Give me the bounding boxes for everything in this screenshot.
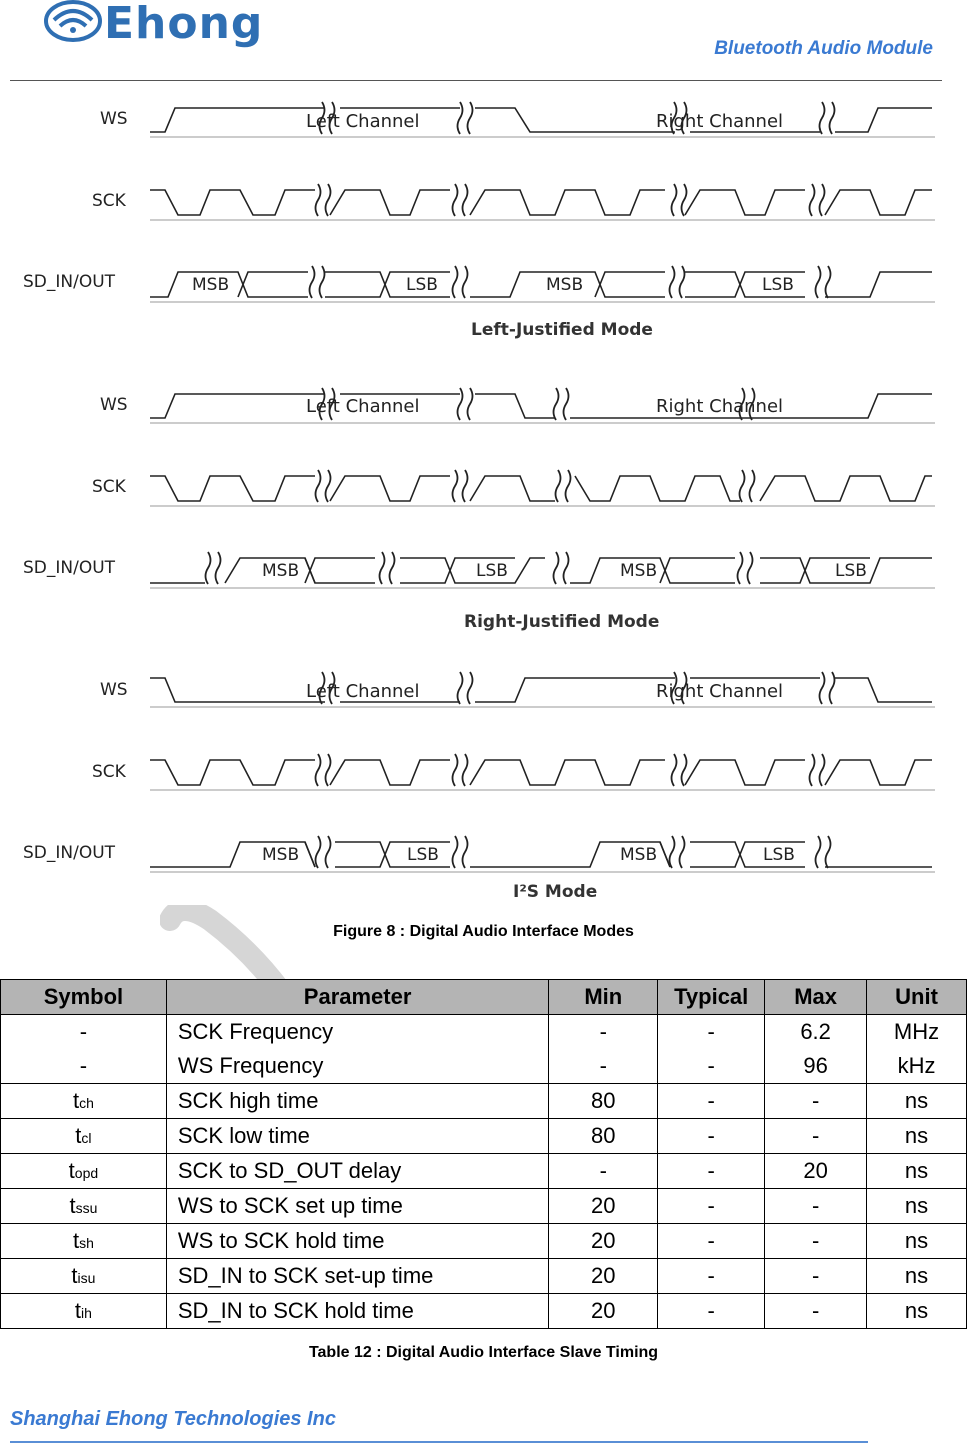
col-max: Max: [765, 980, 867, 1015]
unit-cell: ns: [867, 1224, 967, 1259]
sd-label: SD_IN/OUT: [23, 272, 116, 292]
unit-cell: ns: [867, 1294, 967, 1329]
msb-label: MSB: [262, 845, 300, 865]
table-row: [1, 1224, 967, 1259]
max-cell: -: [765, 1084, 867, 1119]
min-cell: 80: [549, 1119, 658, 1154]
unit-cell: ns: [867, 1119, 967, 1154]
unit-cell: ns: [867, 1189, 967, 1224]
lsb-label: LSB: [762, 275, 794, 295]
symbol-cell: tcl: [1, 1119, 167, 1154]
typical-cell: -: [658, 1259, 765, 1294]
table-caption: Table 12 : Digital Audio Interface Slave Timing: [308, 1344, 659, 1361]
typical-cell: -: [658, 1119, 765, 1154]
msb-label: MSB: [620, 845, 658, 865]
min-cell: 20: [549, 1224, 658, 1259]
parameter-cell: SD_IN to SCK set-up time: [166, 1259, 549, 1294]
lsb-label: LSB: [406, 275, 438, 295]
max-cell: -: [765, 1189, 867, 1224]
footer-company: Shanghai Ehong Technologies Inc: [10, 1408, 336, 1430]
symbol-cell: topd: [1, 1154, 167, 1189]
min-cell: - -: [549, 1015, 658, 1084]
min-cell: 20: [549, 1294, 658, 1329]
table-row: [1, 1259, 967, 1294]
msb-label: MSB: [262, 561, 300, 581]
sd-label: SD_IN/OUT: [23, 558, 116, 578]
table-row: [1, 1154, 967, 1189]
header-subtitle: Bluetooth Audio Module: [714, 38, 933, 59]
parameter-cell: SD_IN to SCK hold time: [166, 1294, 549, 1329]
ws-label: WS: [100, 109, 128, 129]
sd-label: SD_IN/OUT: [23, 843, 116, 863]
table-row: [1, 1119, 967, 1154]
sck-label: SCK: [92, 191, 126, 211]
sck-label: SCK: [92, 762, 126, 782]
right-channel-label: Right Channel: [656, 111, 784, 132]
symbol-cell: - -: [1, 1015, 167, 1084]
symbol-cell: tssu: [1, 1189, 167, 1224]
typical-cell: - -: [658, 1015, 765, 1084]
parameter-cell: WS to SCK hold time: [166, 1224, 549, 1259]
symbol-cell: tsh: [1, 1224, 167, 1259]
parameter-cell: SCK to SD_OUT delay: [166, 1154, 549, 1189]
msb-label: MSB: [192, 275, 230, 295]
lsb-label: LSB: [835, 561, 867, 581]
lsb-label: LSB: [476, 561, 508, 581]
timing-diagram: [0, 90, 967, 910]
max-cell: 6.2 96: [765, 1015, 867, 1084]
typical-cell: -: [658, 1084, 765, 1119]
min-cell: 20: [549, 1189, 658, 1224]
col-min: Min: [549, 980, 658, 1015]
left-channel-label: Left Channel: [306, 396, 420, 417]
table-header-row: [1, 980, 967, 1015]
msb-label: MSB: [546, 275, 584, 295]
parameter-cell: SCK Frequency WS Frequency: [166, 1015, 549, 1084]
right-channel-label: Right Channel: [656, 681, 784, 702]
header-divider: [10, 80, 942, 81]
figure-caption: Figure 8 : Digital Audio Interface Modes: [333, 923, 634, 940]
mode-title: Right-Justified Mode: [464, 612, 660, 632]
parameter-cell: SCK high time: [166, 1084, 549, 1119]
col-unit: Unit: [867, 980, 967, 1015]
unit-cell: ns: [867, 1154, 967, 1189]
brand-name: Ehong: [104, 0, 264, 49]
ws-label: WS: [100, 680, 128, 700]
symbol-cell: tisu: [1, 1259, 167, 1294]
col-typical: Typical: [658, 980, 765, 1015]
right-channel-label: Right Channel: [656, 396, 784, 417]
parameter-cell: WS to SCK set up time: [166, 1189, 549, 1224]
msb-label: MSB: [620, 561, 658, 581]
left-channel-label: Left Channel: [306, 111, 420, 132]
parameter-cell: SCK low time: [166, 1119, 549, 1154]
ehong-logo-icon: [44, 0, 102, 42]
unit-cell: ns: [867, 1259, 967, 1294]
ws-label: WS: [100, 395, 128, 415]
table-row: [1, 1294, 967, 1329]
mode-title: I²S Mode: [513, 882, 598, 902]
timing-table: [0, 979, 967, 1329]
footer-divider: [10, 1441, 868, 1443]
table-row: [1, 1084, 967, 1119]
symbol-cell: tch: [1, 1084, 167, 1119]
col-symbol: Symbol: [1, 980, 167, 1015]
max-cell: -: [765, 1259, 867, 1294]
col-parameter: Parameter: [166, 980, 549, 1015]
max-cell: -: [765, 1294, 867, 1329]
sck-label: SCK: [92, 477, 126, 497]
min-cell: 80: [549, 1084, 658, 1119]
lsb-label: LSB: [407, 845, 439, 865]
max-cell: -: [765, 1119, 867, 1154]
table-row: [1, 1015, 967, 1084]
typical-cell: -: [658, 1154, 765, 1189]
max-cell: 20: [765, 1154, 867, 1189]
max-cell: -: [765, 1224, 867, 1259]
typical-cell: -: [658, 1189, 765, 1224]
unit-cell: ns: [867, 1084, 967, 1119]
typical-cell: -: [658, 1294, 765, 1329]
mode-title: Left-Justified Mode: [471, 320, 653, 340]
symbol-cell: tih: [1, 1294, 167, 1329]
typical-cell: -: [658, 1224, 765, 1259]
min-cell: 20: [549, 1259, 658, 1294]
min-cell: -: [549, 1154, 658, 1189]
lsb-label: LSB: [763, 845, 795, 865]
unit-cell: MHz kHz: [867, 1015, 967, 1084]
table-row: [1, 1189, 967, 1224]
left-channel-label: Left Channel: [306, 681, 420, 702]
